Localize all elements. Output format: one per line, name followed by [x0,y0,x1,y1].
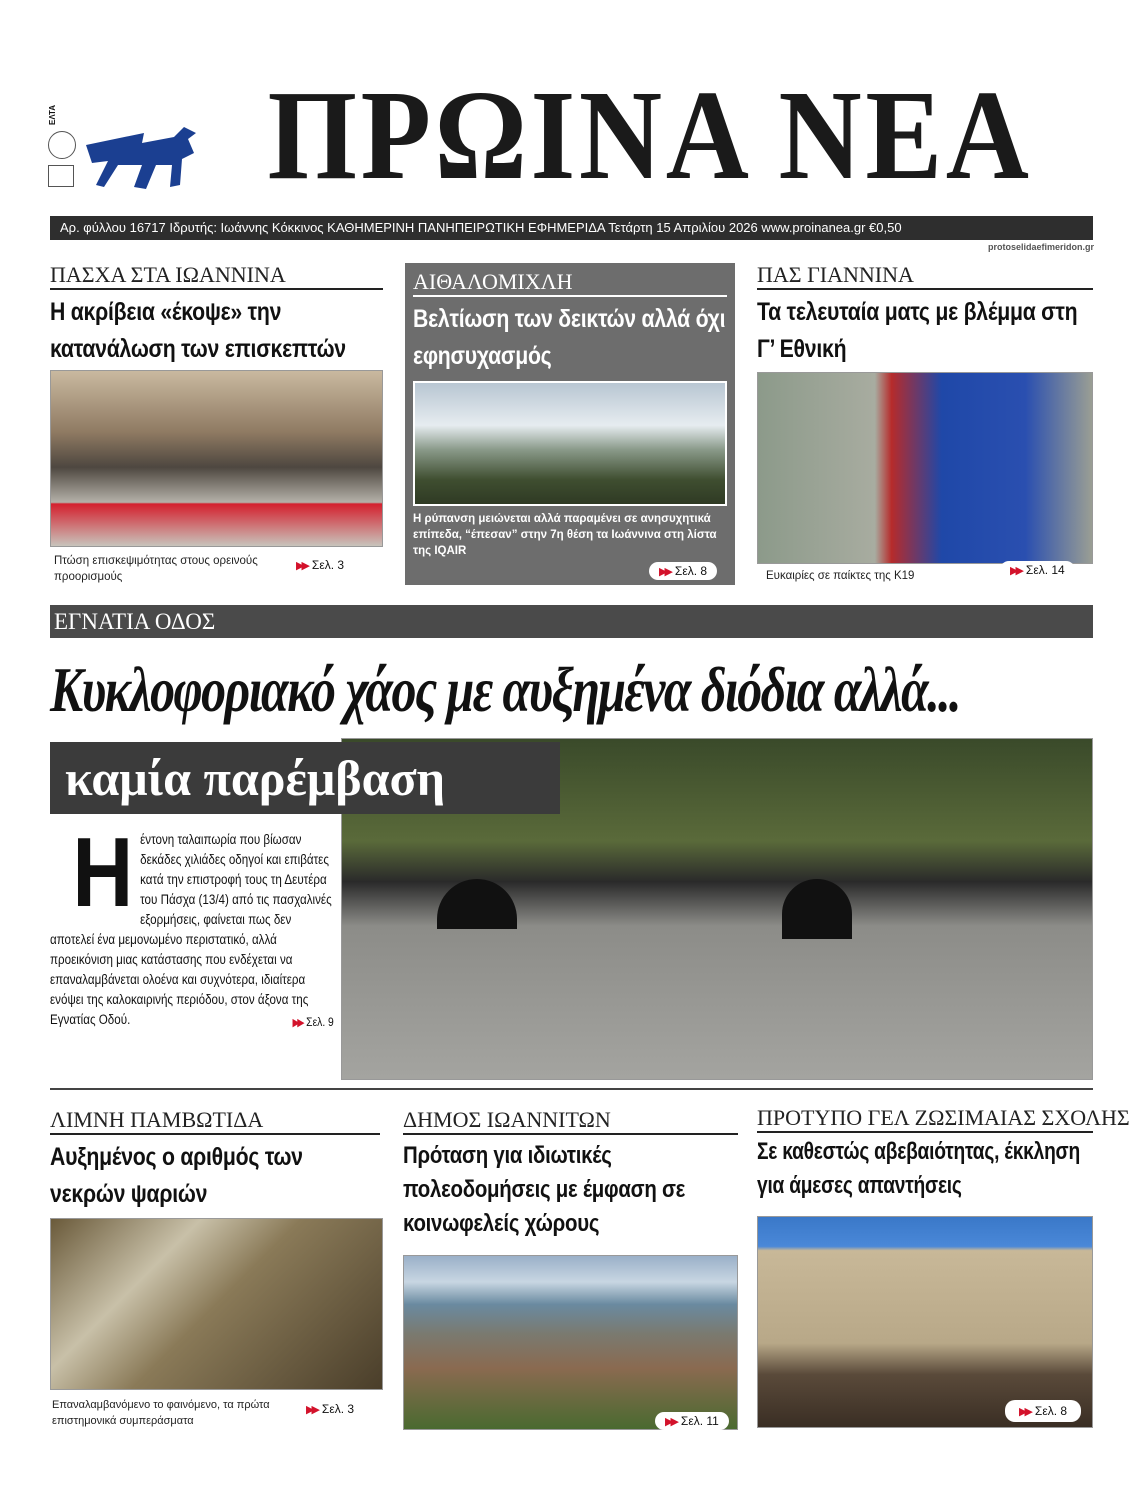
photo-dead-fish [50,1218,383,1390]
lead-body [50,817,334,1033]
lead-body-text: έντονη ταλαιπωρία που βίωσαν δεκάδες χιλιάδες οδηγοί και επιβάτες κατά την επιστροφή τους τη Δευτέρα του Πάσχα (13/4) από τις πασχαλινές εξορμήσεις, φαίνεται πως δεν αποτελεί ένα μεμονωμένο περιστατικό, αλλά προεικόνιση μιας κατάστασης που ενδέχεται να επαναλαμβάνεται ολοένα και συχνότερα, ιδιαίτερα ενόψει της καλοκαιρινής περιόδου, στον άξονα της Εγνατίας Οδού. [50,832,332,1027]
arrow-icon: ▶▶ [296,560,307,572]
caption: Επαναλαμβανόμενο το φαινόμενο, τα πρώτα επιστημονικά συμπεράσματα [52,1399,270,1427]
kicker: ΠΑΣΧΑ ΣΤΑ ΙΩΑΝΝΙΝΑ [50,262,383,290]
headline[interactable]: Η ακρίβεια «έκοψε» την κατανάλωση των επισκεπτών [50,298,346,363]
page-ref[interactable] [292,1012,333,1033]
lead-kicker: ΕΓΝΑΤΙΑ ΟΔΟΣ [50,605,1093,638]
headline[interactable]: Σε καθεστώς αβεβαιότητας, έκκληση για άμεσες απαντήσεις [757,1138,1080,1199]
story-smog[interactable] [405,263,735,585]
tunnel-entrance [437,879,517,929]
page-ref[interactable] [655,1412,729,1430]
headline[interactable]: Πρόταση για ιδιωτικές πολεοδομήσεις με έμφαση σε κοινωφελείς χώρους [403,1142,686,1237]
page-ref-label: Σελ. 3 [311,558,345,572]
info-bar: Αρ. φύλλου 16717 Ιδρυτής: Ιωάννης Κόκκινος ΚΑΘΗΜΕΡΙΝΗ ΠΑΝΗΠΕΙΡΩΤΙΚΗ ΕΦΗΜΕΡΙΔΑ Τετάρτη 15 Απριλίου 2026 www.proinanea.gr €0,50 [50,216,1093,240]
masthead-title: ΠΡΩΙΝΑ ΝΕΑ [267,64,1033,206]
photo-football-players [757,372,1093,564]
headline[interactable]: Αυξημένος ο αριθμός των νεκρών ψαριών [50,1143,303,1208]
kicker: ΛΙΜΝΗ ΠΑΜΒΩΤΙΔΑ [50,1107,380,1135]
kicker: ΠΡΟΤΥΠΟ ΓΕΛ ΖΩΣΙΜΑΙΑΣ ΣΧΟΛΗΣ [757,1105,1093,1133]
story-easter[interactable] [50,262,383,368]
arrow-icon: ▶▶ [1019,1406,1030,1418]
page-ref-label: Σελ. 8 [674,564,708,578]
source-credit[interactable]: protoselidaefimeridon.gr [987,242,1094,252]
kicker: ΑΙΘΑΛΟΜΙΧΛΗ [413,269,727,297]
elta-stamp: ΕΛΤΑ [48,104,57,125]
story-lake[interactable] [50,1107,380,1213]
page-ref-label: Σελ. 14 [1025,563,1065,577]
arrow-icon: ▶▶ [292,1017,302,1029]
lead-subhead: καμία παρέμβαση [50,742,560,814]
page-ref[interactable] [649,562,717,580]
tunnel-entrance [782,879,852,939]
page-ref[interactable] [296,558,344,572]
headline[interactable]: Τα τελευταία ματς με βλέμμα στη Γ’ Εθνική [757,298,1078,363]
drop-cap: Η [72,817,134,927]
headline[interactable]: Βελτίωση των δεικτών αλλά όχι εφησυχασμός [413,305,726,370]
page-ref-label: Σελ. 11 [680,1414,719,1428]
arrow-icon: ▶▶ [665,1416,676,1428]
page-ref-label: Σελ. 3 [321,1402,355,1416]
goat-logo-icon [84,125,202,193]
photo-school-building [757,1216,1093,1428]
kicker: ΠΑΣ ΓΙΑΝΝΙΝΑ [757,262,1093,290]
caption: Πτώση επισκεψιμότητας στους ορεινούς προορισμούς [54,555,258,583]
photo-city-aerial [403,1255,738,1430]
arrow-icon: ▶▶ [659,566,670,578]
divider [50,1088,1093,1090]
kicker: ΔΗΜΟΣ ΙΩΑΝΝΙΤΩΝ [403,1107,738,1135]
page-ref[interactable] [1000,561,1075,579]
story-school[interactable] [757,1105,1130,1203]
page-ref-label: Σελ. 9 [306,1015,334,1029]
arrow-icon: ▶▶ [1010,565,1021,577]
arrow-icon: ▶▶ [306,1404,317,1416]
story-pas-giannina[interactable] [757,262,1093,368]
caption: Ευκαιρίες σε παίκτες της Κ19 [766,570,915,582]
photo-fog-valley [413,381,727,506]
photo-square-cafes [50,370,383,547]
lead-headline[interactable]: Κυκλοφοριακό χάος με αυξημένα διόδια αλλά... [50,654,960,725]
page-ref[interactable] [306,1402,354,1416]
story-municipality[interactable] [403,1107,738,1241]
page-ref-label: Σελ. 8 [1034,1404,1068,1418]
postal-stamps [48,95,80,190]
caption: Η ρύπανση μειώνεται αλλά παραμένει σε ανησυχητικά επίπεδα, “έπεσαν” στην 7η θέση τα Ιωάννινα στη λίστα της IQAIR [413,513,717,557]
page-ref[interactable] [1005,1400,1081,1422]
